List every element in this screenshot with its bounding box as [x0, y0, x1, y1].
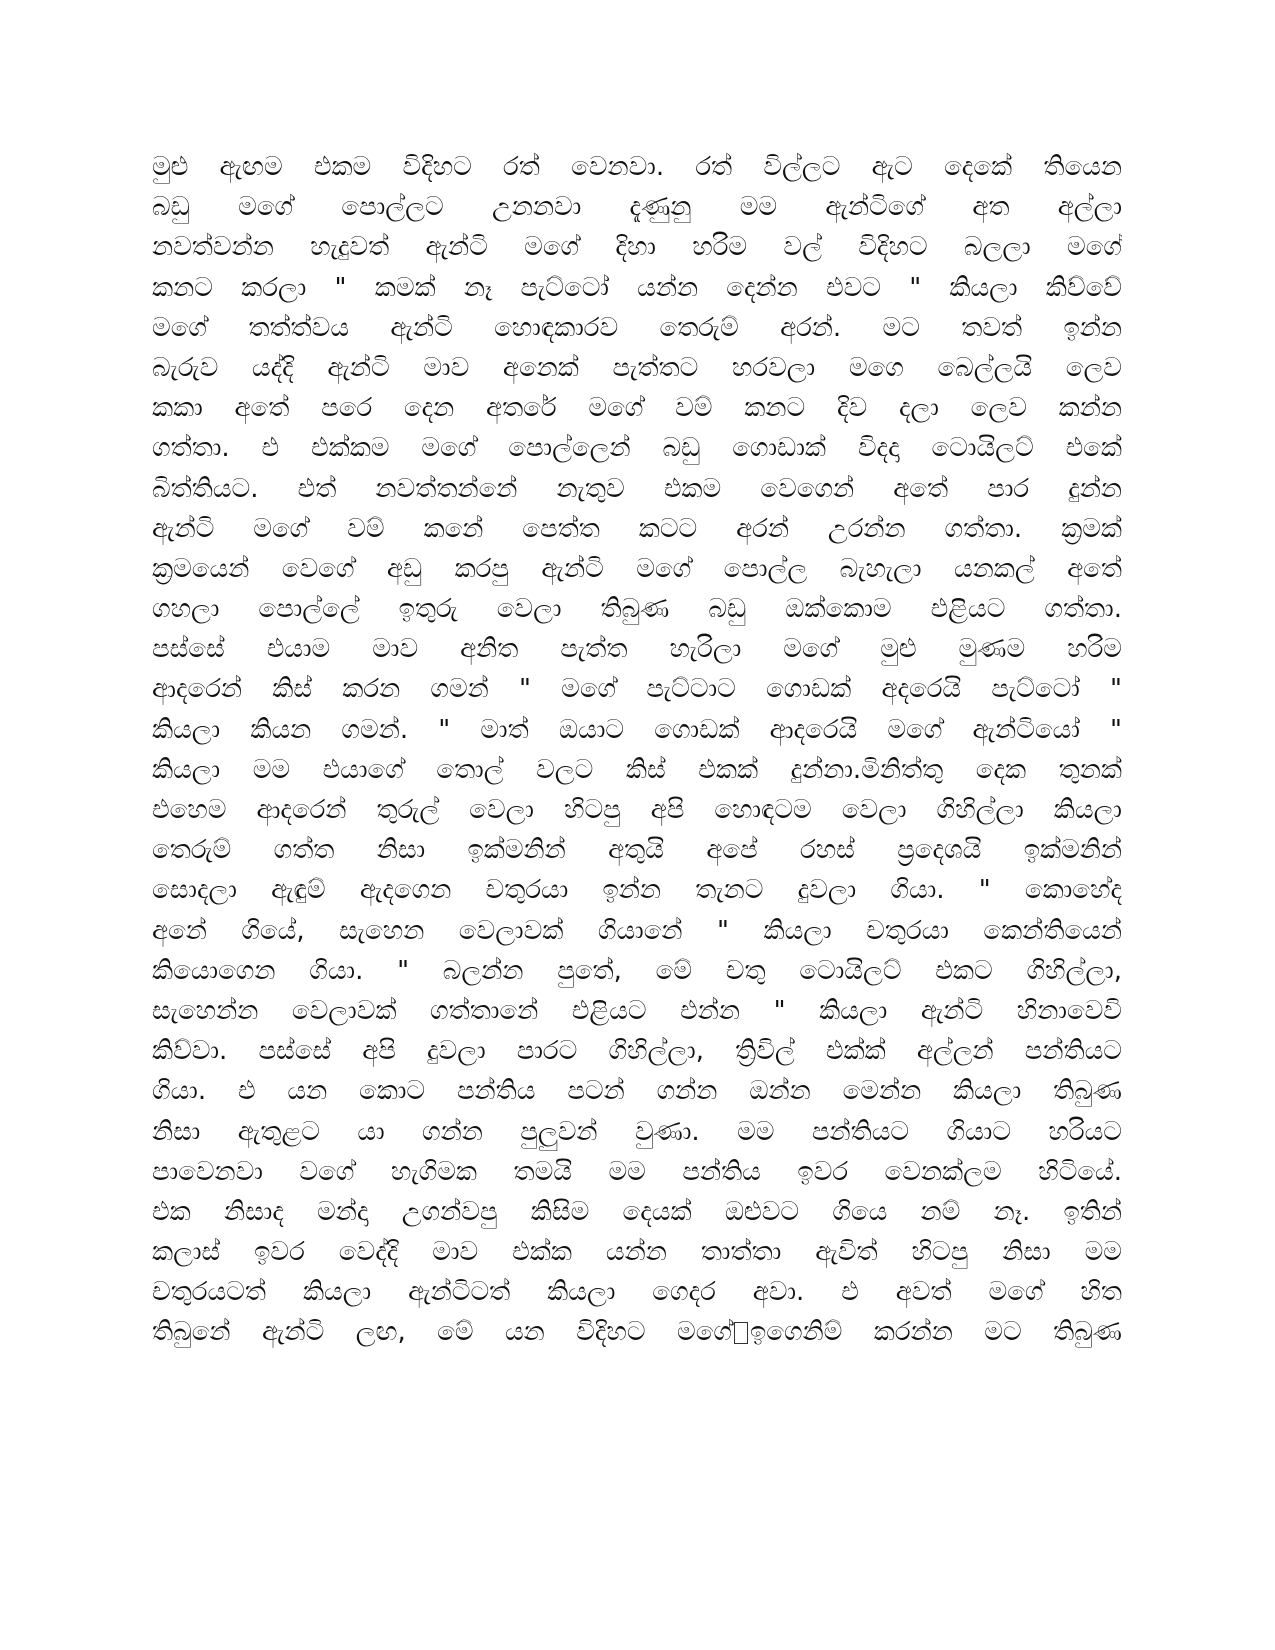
- text-line: අනේ ගියේ, සැහෙන වෙලාවක් ගියානේ " කියලා චතුරයා කෙන්තියෙන්: [152, 915, 1122, 946]
- text-line: ආදරෙන් කිස් කරන ගමන් " මගේ පැට්ටාට ගොඩක් අදරෙයි පැට්ටෝ ": [152, 674, 1122, 705]
- text-line: බැරුව යද්දි ඇන්ටි මාව අනෙක් පැත්තට හරවලා මගෙ බෙල්ලයි ලෙව: [152, 352, 1122, 383]
- text-line-last: [152, 1312, 1122, 1352]
- text-line: ගත්තා. එ එක්කම මගේ පොල්ලෙන් බඩු ගොඩාක් විදදා ටොයිලට් එකේ: [152, 433, 1122, 464]
- text-line: නවත්වන්න හැදුවත් ඇන්ටි මගේ දිහා හරිම වල් විදිහට බලලා මගේ: [152, 232, 1122, 263]
- text-line: කලාස් ඉවර වෙද්දි මාව එක්ක යන්න තාත්තා ඇවිත් හිටපු නිසා මම: [152, 1237, 1122, 1268]
- text-line: ඇන්ටි මගේ වම් කනේ පෙත්ත කටට අරන් උරන්න ගත්තා. ක්‍රමක්: [152, 513, 1122, 544]
- text-line: සොදලා ඇඳුම් ඇදගෙන චතුරයා ඉන්න තැනට දුවලා ගියා. " කොහේද: [152, 875, 1122, 906]
- text-line: බිත්තියට. එත් නවත්තන්නේ නැතුව එකම වෙගෙන් අතේ පාර දුන්න: [152, 473, 1122, 504]
- text-line: ගියා. එ යන කොට පන්තිය පටන් ගන්න ඔන්න මෙන්න කියලා තිබුණ: [152, 1076, 1122, 1107]
- text-line: කිව්වා. පස්සේ අපි දුවලා පාරට ගිහිල්ලා, ත්‍රිවිල් එක්ක් අල්ලන් පන්තියට: [152, 1036, 1122, 1067]
- text-line: මුළු ඇඟම එකම විදිහට රත් වෙනවා. රත් විල්ලට ඇට දෙකේ තියෙන: [152, 152, 1122, 182]
- text-line: කියලා කියන ගමන්. " මාත් ඔයාට ගොඩක් ආදරෙයි මගේ ඇන්ටියෝ ": [152, 714, 1122, 745]
- text-line: කනට කරලා " කමක් නෑ පැට්ටෝ යන්න දෙන්න එවට " කියලා කිව්වේ: [152, 272, 1122, 303]
- text-segment: තිබුනේ ඇන්ටි ලඟ, මේ යන විදිහට මගේ: [152, 1317, 732, 1348]
- text-line: එක නිසාද මන්දා උගන්වපු කිසිම දෙයක් ඔළුවට ගියෙ නම් නෑ. ඉතින්: [152, 1196, 1122, 1227]
- missing-glyph-icon: [734, 1322, 748, 1344]
- text-segment: ඉගෙනිම් කරන්න මට තිබුණ: [750, 1317, 1122, 1348]
- text-line: පාවෙනවා වගේ හැගිමක තමයි මම පන්තිය ඉවර වෙනක්ලම හිටියේ.: [152, 1156, 1122, 1187]
- text-line: සැහෙන්න වෙලාවක් ගත්තානේ එළියට එන්න " කියලා ඇන්ටි හිනාවෙවි: [152, 995, 1122, 1026]
- body-text: [152, 147, 1122, 1353]
- text-line: කකා අතේ පරෙ දෙන අතරේ මගේ වම් කනට දිව දලා ලෙව කන්න: [152, 393, 1122, 424]
- text-line: ගහලා පොල්ලේ ඉතුරු වෙලා තිබුණ බඩු ඔක්කොම එළියට ගත්තා.: [152, 594, 1122, 625]
- text-line: ක්‍රමයෙන් වෙගේ අඩු කරපු ඇන්ටි මගේ පොල්ල බැහැලා යනකල් අතේ: [152, 553, 1122, 584]
- text-line: කියලා මම එයාගේ තොල් වලට කිස් එකක් දුන්නා.මිනිත්තු දෙක තුනක්: [152, 754, 1122, 785]
- text-line: කියොගෙන ගියා. " බලන්න පුතේ, මේ චතු ටොයිලට් එකට ගිහිල්ලා,: [152, 955, 1122, 986]
- text-line: පස්සේ එයාම මාව අනිත පැත්ත හැරිලා මගේ මුළු මුණම හරිම: [152, 634, 1122, 665]
- text-line: චතුරයටත් කියලා ඇන්ටිටත් කියලා ගෙදර අවා. එ අවත් මගේ හිත: [152, 1277, 1122, 1308]
- text-line: නිසා ඇතුළට යා ගන්න පුලුවන් වුණා. මම පන්තියට ගියාට හරියට: [152, 1116, 1122, 1147]
- text-line: තෙරුම් ගත්ත නිසා ඉක්මනින් අතුයි අපේ රහස් ප්‍රදෙශයි ඉක්මනින්: [152, 835, 1122, 866]
- text-line: මගේ තත්ත්වය ඇන්ටි හොඳකාරව තෙරුම් අරන්. මට තවත් ඉන්න: [152, 312, 1122, 343]
- text-line: එහෙම ආදරෙන් තුරුල් වෙලා හිටපු අපි හොඳටම වෙලා ගිහිල්ලා කියලා: [152, 795, 1122, 825]
- text-line: බඩු මගේ පොල්ලට උනනවා දැණුනු මම ඇන්ටිගේ අත අල්ලා: [152, 192, 1122, 223]
